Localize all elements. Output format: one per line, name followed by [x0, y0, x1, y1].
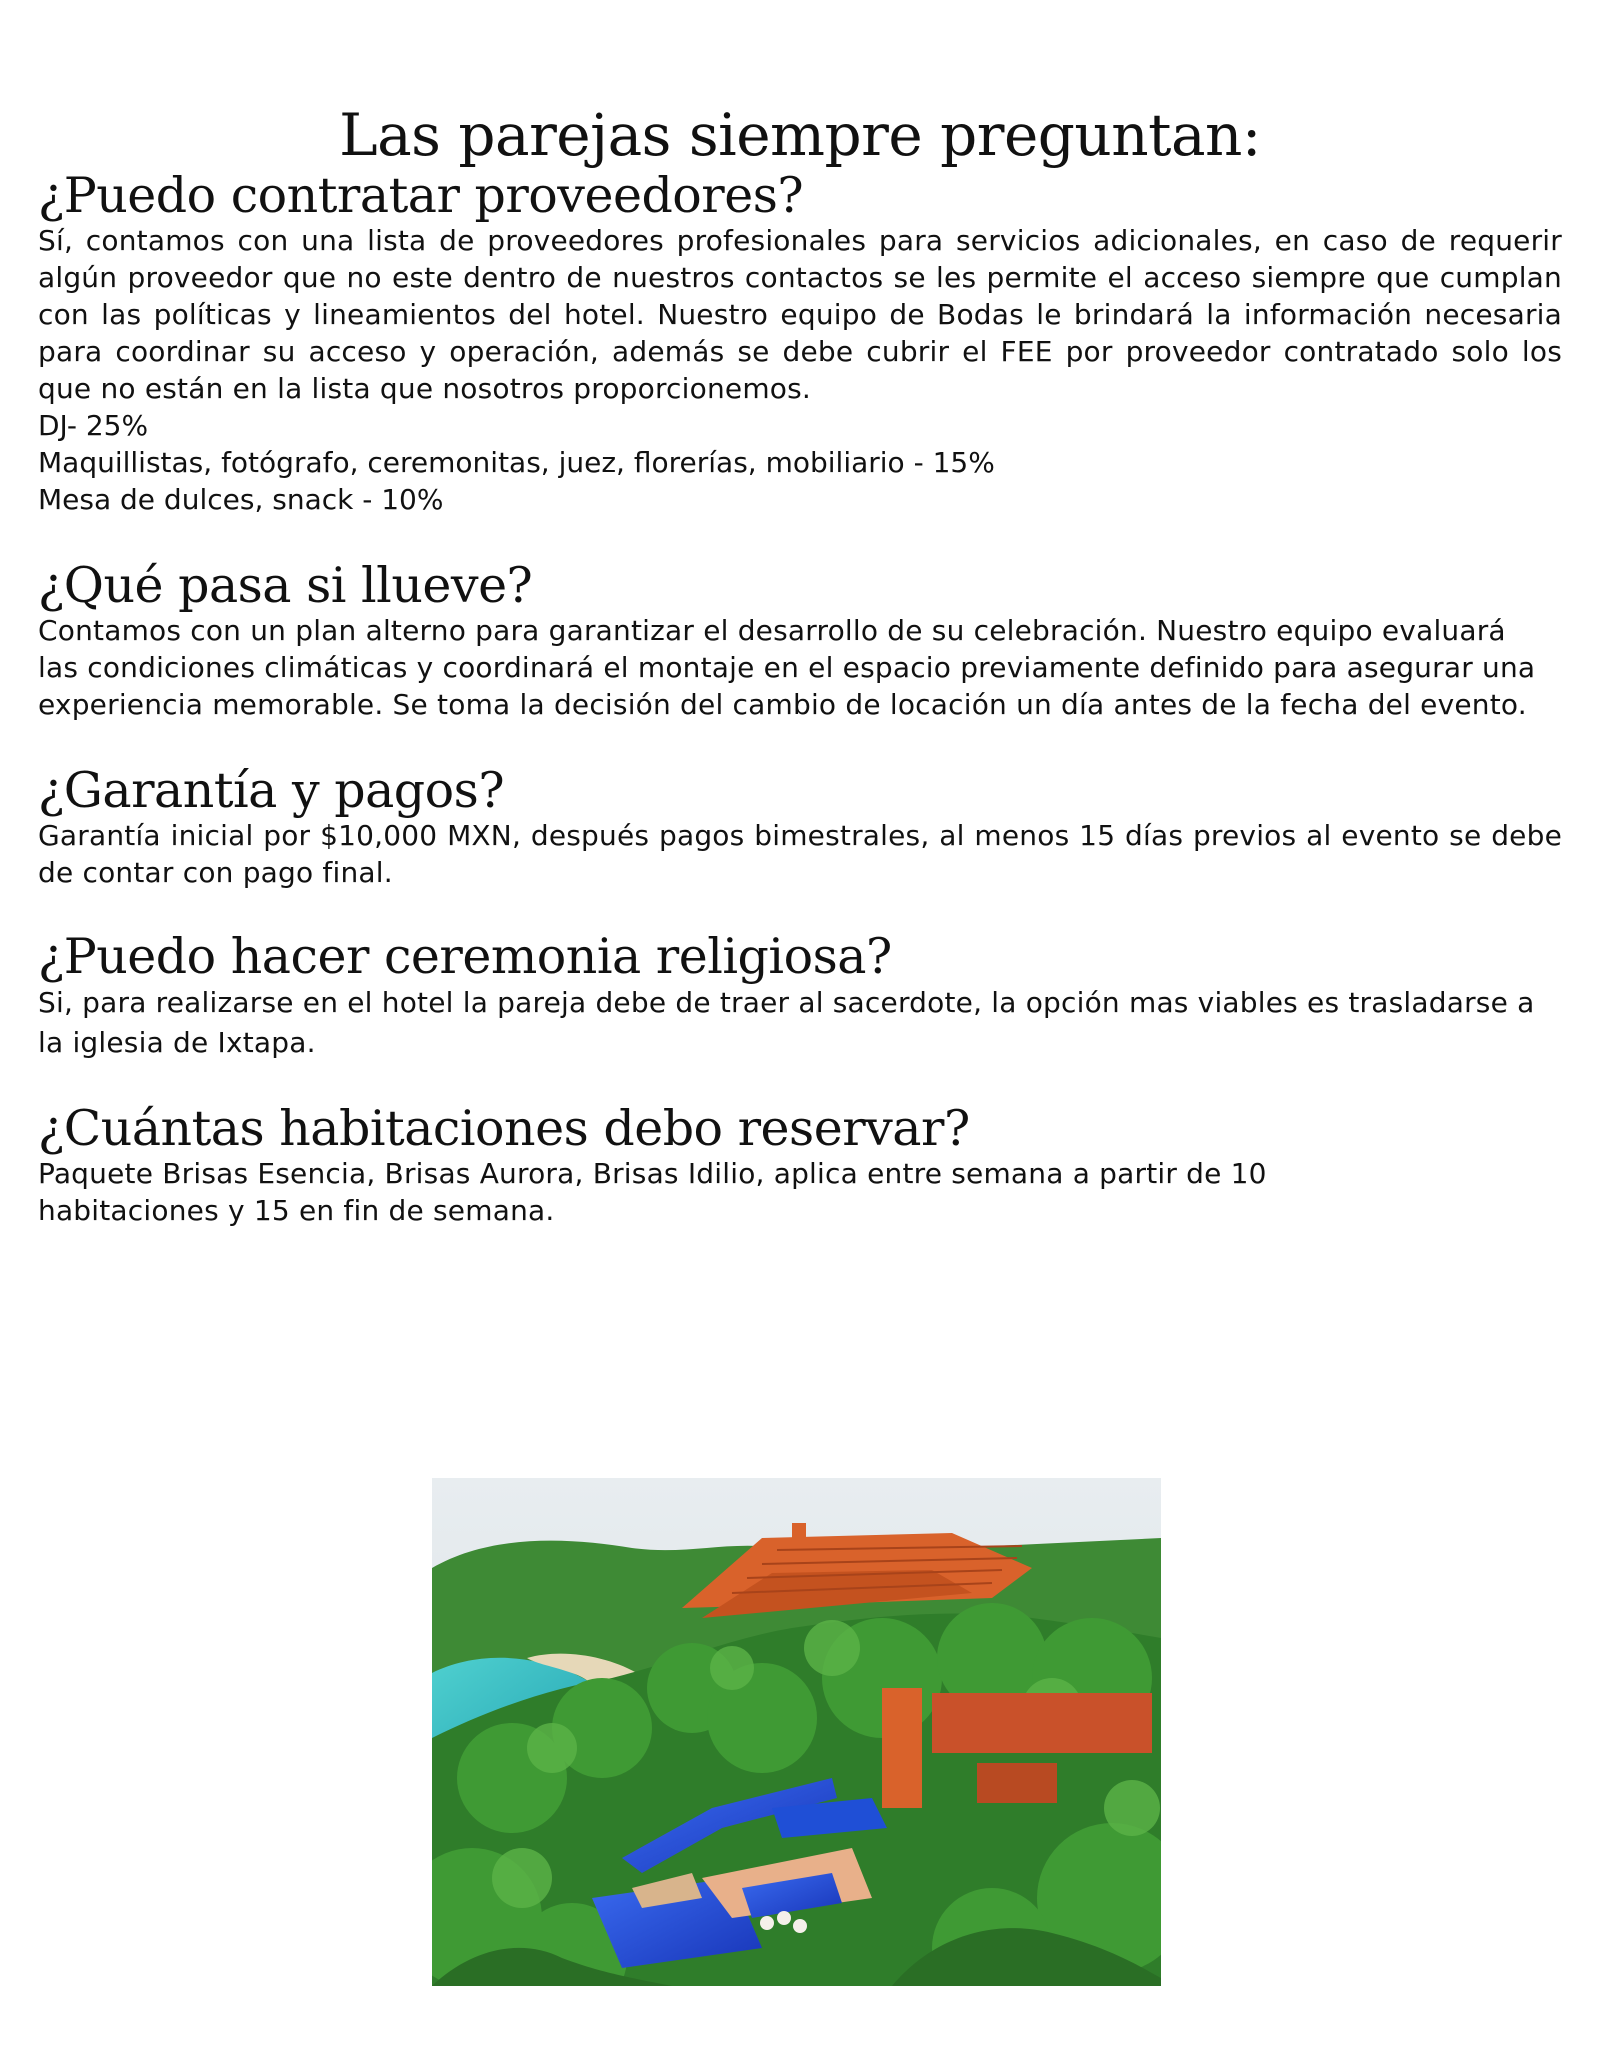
faq-answer: Paquete Brisas Esencia, Brisas Aurora, Brisas Idilio, aplica entre semana a partir de 10 habitaciones y 15 en fin de semana.	[38, 1157, 1267, 1227]
faq-item-payments	[38, 762, 1562, 891]
faq-item-rain	[38, 557, 1562, 723]
faq-answer: Garantía inicial por $10,000 MXN, después pagos bimestrales, al menos 15 días previos al evento se debe de contar con pago final.	[38, 819, 1562, 889]
hotel-aerial-photo	[432, 1478, 1161, 1986]
faq-item-rooms	[38, 1100, 1562, 1229]
fee-line-sweets: Mesa de dulces, snack - 10%	[38, 483, 444, 516]
faq-question: ¿Garantía y pagos?	[38, 762, 505, 819]
page-title: Las parejas siempre preguntan:	[339, 101, 1261, 169]
faq-question: ¿Puedo contratar proveedores?	[38, 167, 804, 224]
fee-line-dj: DJ- 25%	[38, 409, 149, 442]
fee-line-makeup: Maquillistas, fotógrafo, ceremonitas, juez, florerías, mobiliario - 15%	[38, 446, 995, 479]
faq-page	[38, 100, 1562, 1229]
faq-item-vendors	[38, 167, 1562, 518]
faq-question: ¿Qué pasa si llueve?	[38, 557, 533, 614]
faq-answer: Sí, contamos con una lista de proveedores profesionales para servicios adicionales, en caso de requerir algún proveedor que no este dentro de nuestros contactos se les permite el acceso siempre que cumplan con las políticas y lineamientos del hotel. Nuestro equipo de Bodas le brindará la información necesaria para coordinar su acceso y operación, además se debe cubrir el FEE por proveedor contratado solo los que no están en la lista que nosotros proporcionemos.	[38, 224, 1562, 405]
faq-item-religious	[38, 928, 1562, 1063]
faq-answer: Si, para realizarse en el hotel la pareja debe de traer al sacerdote, la opción mas viables es trasladarse a la iglesia de Ixtapa.	[38, 986, 1535, 1059]
faq-question: ¿Puedo hacer ceremonia religiosa?	[38, 928, 892, 985]
faq-answer: Contamos con un plan alterno para garantizar el desarrollo de su celebración. Nuestro equipo evaluará las condiciones climáticas y coordinará el montaje en el espacio previamente definido para asegurar una experiencia memorable. Se toma la decisión del cambio de locación un día antes de la fecha del evento.	[38, 614, 1536, 721]
faq-question: ¿Cuántas habitaciones debo reservar?	[38, 1100, 970, 1157]
